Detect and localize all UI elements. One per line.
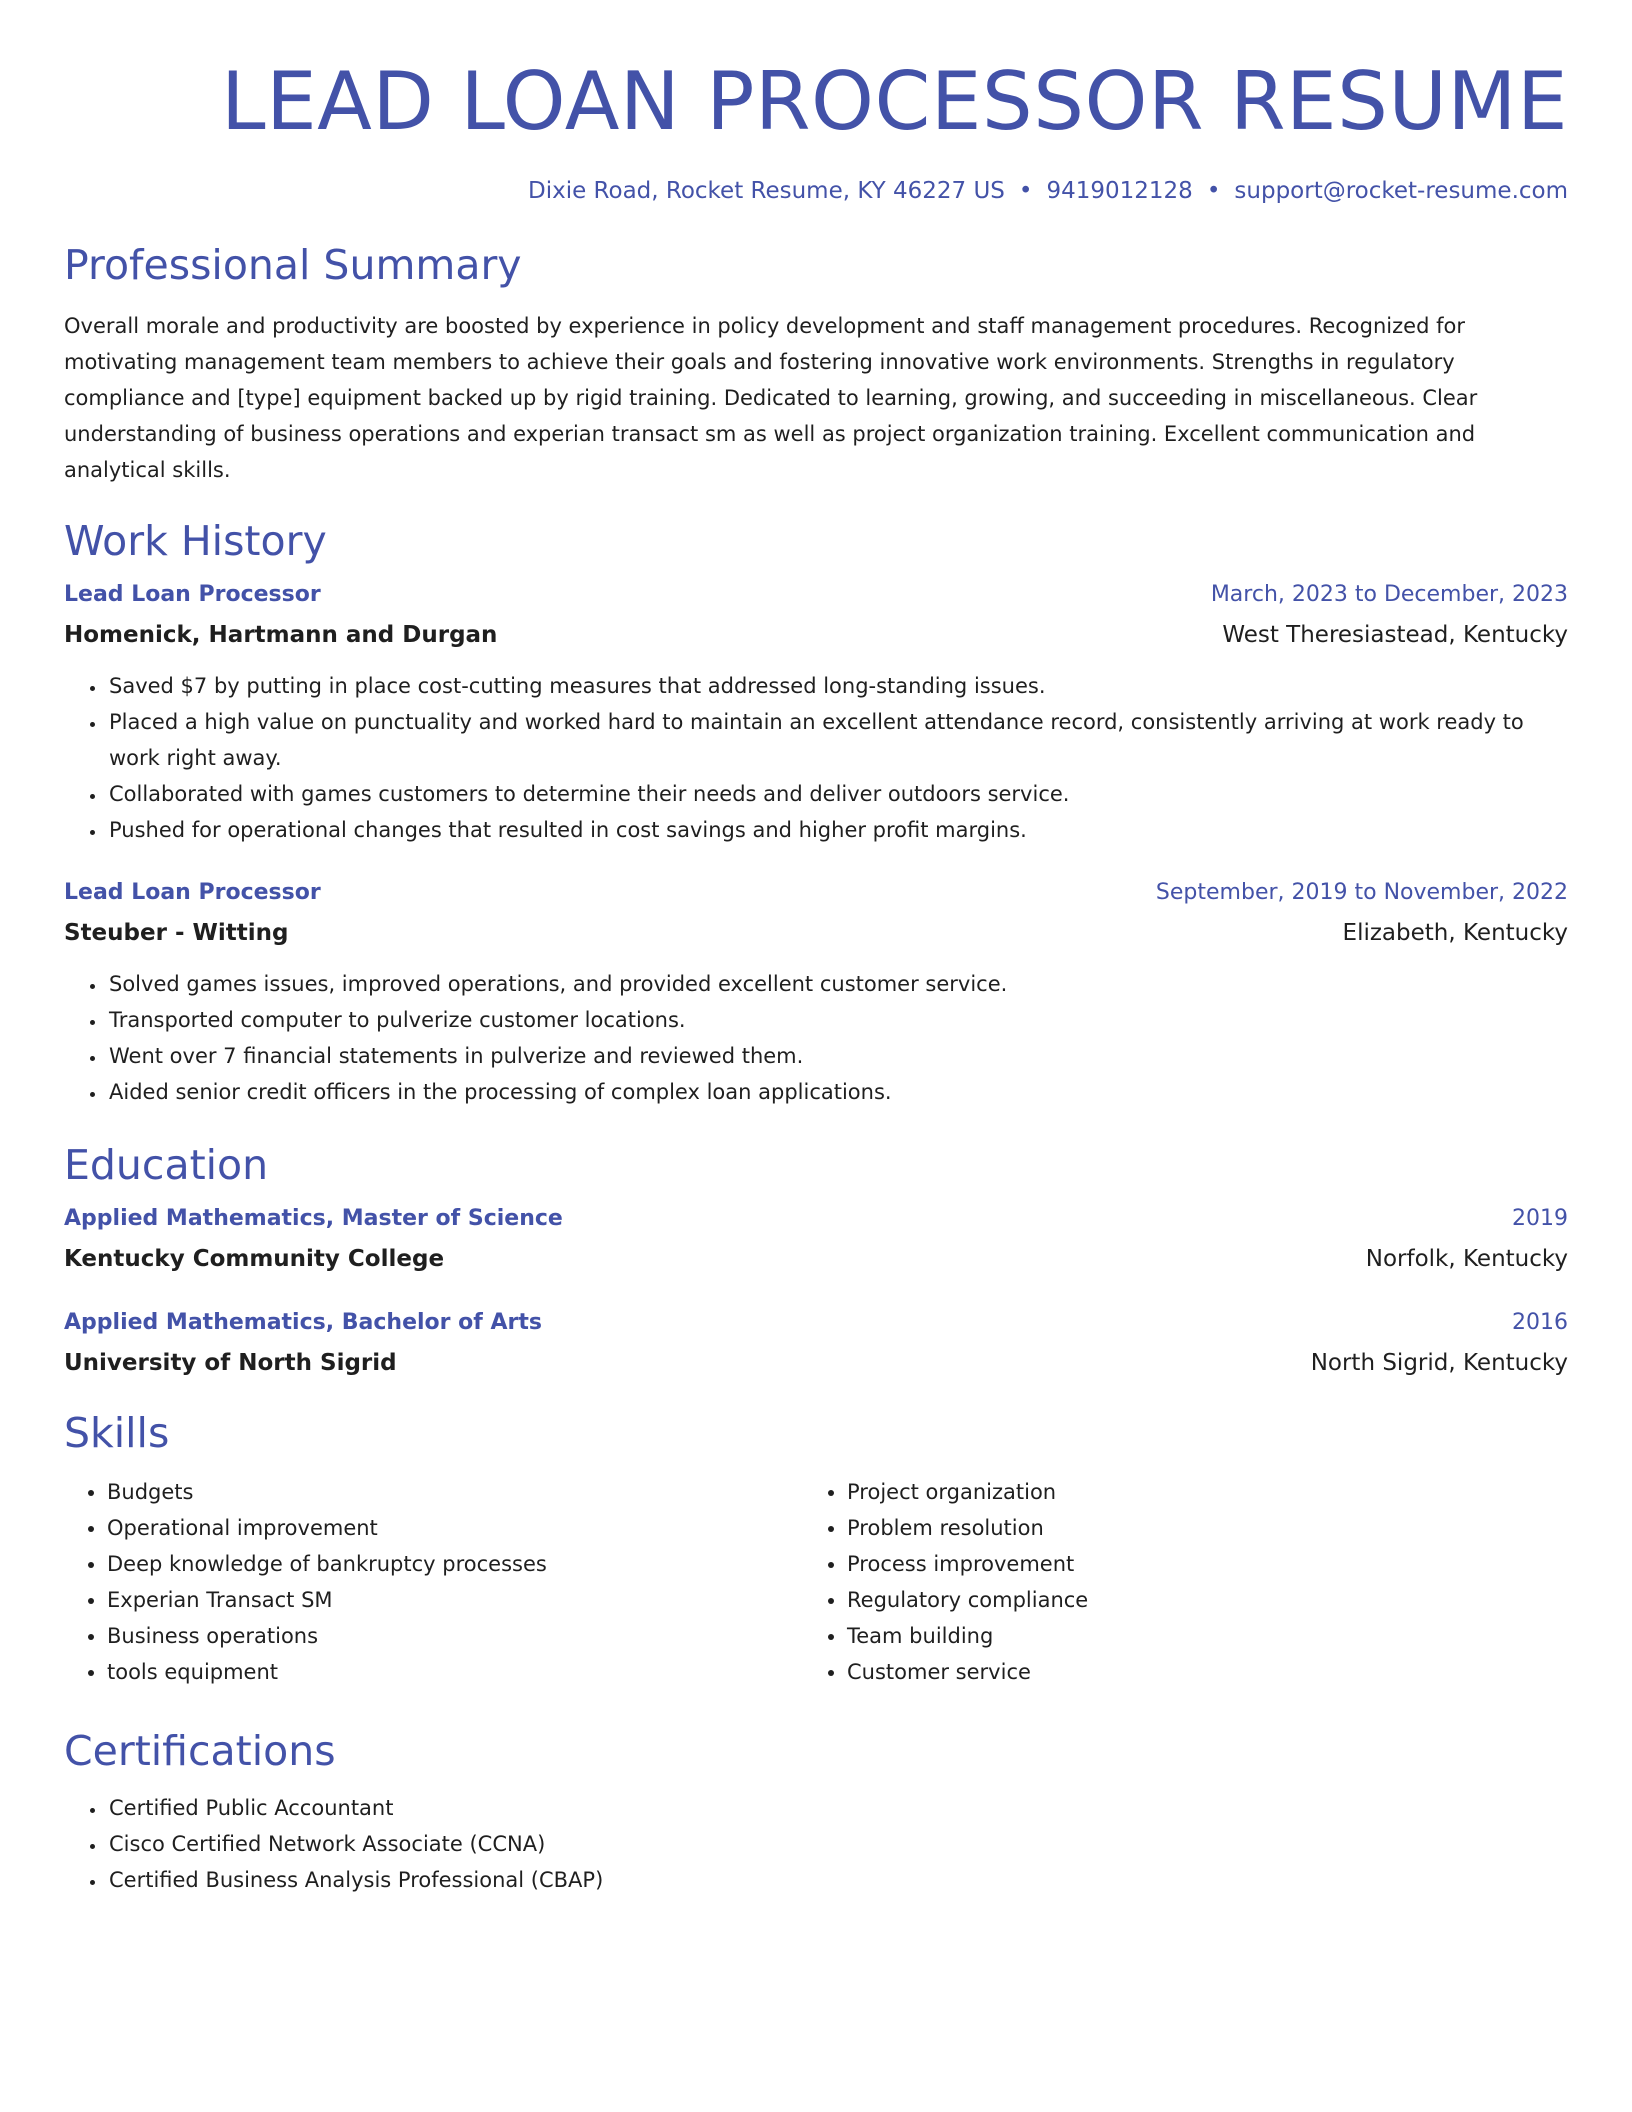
job-location: West Theresiastead, Kentucky <box>1222 622 1568 648</box>
skills-list-left <box>64 1474 804 1690</box>
contact-line <box>64 176 1568 206</box>
school-name: Kentucky Community College <box>64 1246 445 1272</box>
skill-item: • Budgets <box>107 1474 804 1510</box>
job-bullets <box>64 668 1568 848</box>
job-bullet: • Pushed for operational changes that resulted in cost savings and higher profit margins. <box>107 812 1568 848</box>
skill-item: • Process improvement <box>847 1546 1504 1582</box>
certification-item: • Cisco Certified Network Associate (CCNA) <box>107 1826 1568 1862</box>
job-company: Steuber - Witting <box>64 920 289 946</box>
skill-item: • Operational improvement <box>107 1510 804 1546</box>
education-heading: Education <box>64 1141 269 1189</box>
job-bullets <box>64 966 1568 1110</box>
job-dates: September, 2019 to November, 2022 <box>1155 880 1568 905</box>
graduation-year: 2016 <box>1512 1310 1568 1335</box>
skill-item: • Customer service <box>847 1654 1504 1690</box>
skill-item: • Team building <box>847 1618 1504 1654</box>
work-history-list <box>64 580 1568 1110</box>
education-entry <box>64 1204 1568 1274</box>
education-list <box>64 1204 1568 1378</box>
job-bullet: • Solved games issues, improved operations, and provided excellent customer service. <box>107 966 1568 1002</box>
certifications-heading: Certifications <box>64 1727 336 1775</box>
skill-item: • tools equipment <box>107 1654 804 1690</box>
degree-title: Applied Mathematics, Master of Science <box>64 1206 563 1231</box>
work-history-heading: Work History <box>64 517 327 565</box>
skill-item: • Regulatory compliance <box>847 1582 1504 1618</box>
skill-item: • Experian Transact SM <box>107 1582 804 1618</box>
skill-item: • Deep knowledge of bankruptcy processes <box>107 1546 804 1582</box>
job-bullet: • Placed a high value on punctuality and worked hard to maintain an excellent attendance record, consistently arriving at work ready to work right away. <box>107 704 1568 776</box>
skills-list-right <box>804 1474 1504 1690</box>
job-company: Homenick, Hartmann and Durgan <box>64 622 498 648</box>
contact-address: Dixie Road, Rocket Resume, KY 46227 US <box>527 178 1005 204</box>
job-title: Lead Loan Processor <box>64 582 321 607</box>
job-location: Elizabeth, Kentucky <box>1342 920 1568 946</box>
job-bullet: • Went over 7 financial statements in pulverize and reviewed them. <box>107 1038 1568 1074</box>
school-location: Norfolk, Kentucky <box>1365 1246 1568 1272</box>
school-location: North Sigrid, Kentucky <box>1310 1350 1568 1376</box>
certifications-list <box>64 1790 1568 1898</box>
certification-item: • Certified Business Analysis Professional (CBAP) <box>107 1862 1568 1898</box>
skill-item: • Business operations <box>107 1618 804 1654</box>
graduation-year: 2019 <box>1512 1206 1568 1231</box>
school-name: University of North Sigrid <box>64 1350 397 1376</box>
resume-header <box>64 0 1568 206</box>
contact-phone: 9419012128 <box>1046 178 1193 204</box>
resume-title: LEAD LOAN PROCESSOR RESUME <box>221 55 1568 148</box>
job-bullet: • Aided senior credit officers in the processing of complex loan applications. <box>107 1074 1568 1110</box>
job-bullet: • Collaborated with games customers to determine their needs and deliver outdoors service. <box>107 776 1568 812</box>
job-title: Lead Loan Processor <box>64 880 321 905</box>
education-entry <box>64 1308 1568 1378</box>
job-dates: March, 2023 to December, 2023 <box>1210 582 1568 607</box>
skills-heading: Skills <box>64 1409 170 1457</box>
contact-separator: • <box>1018 178 1033 204</box>
skill-item: • Problem resolution <box>847 1510 1504 1546</box>
skill-item: • Project organization <box>847 1474 1504 1510</box>
job-entry <box>64 878 1568 1110</box>
skills-columns <box>64 1474 1568 1690</box>
certifications-section <box>64 1790 1568 1898</box>
job-bullet: • Transported computer to pulverize customer locations. <box>107 1002 1568 1038</box>
certification-item: • Certified Public Accountant <box>107 1790 1568 1826</box>
contact-separator: • <box>1206 178 1221 204</box>
degree-title: Applied Mathematics, Bachelor of Arts <box>64 1310 542 1335</box>
job-entry <box>64 580 1568 848</box>
contact-email: support@rocket-resume.com <box>1234 178 1568 204</box>
summary-heading: Professional Summary <box>64 241 522 289</box>
job-bullet: • Saved $7 by putting in place cost-cutting measures that addressed long-standing issues. <box>107 668 1568 704</box>
summary-text: Overall morale and productivity are boosted by experience in policy development and staff management procedures. Recognized for motivating management team members to achieve their goals and fostering innovative work environments. Strengths in regulatory compliance and [type] equipment backed up by rigid training. Dedicated to learning, growing, and succeeding in miscellaneous. Clear understanding of business operations and experian transact sm as well as project organization training. Excellent communication and analytical skills. <box>64 314 1478 482</box>
